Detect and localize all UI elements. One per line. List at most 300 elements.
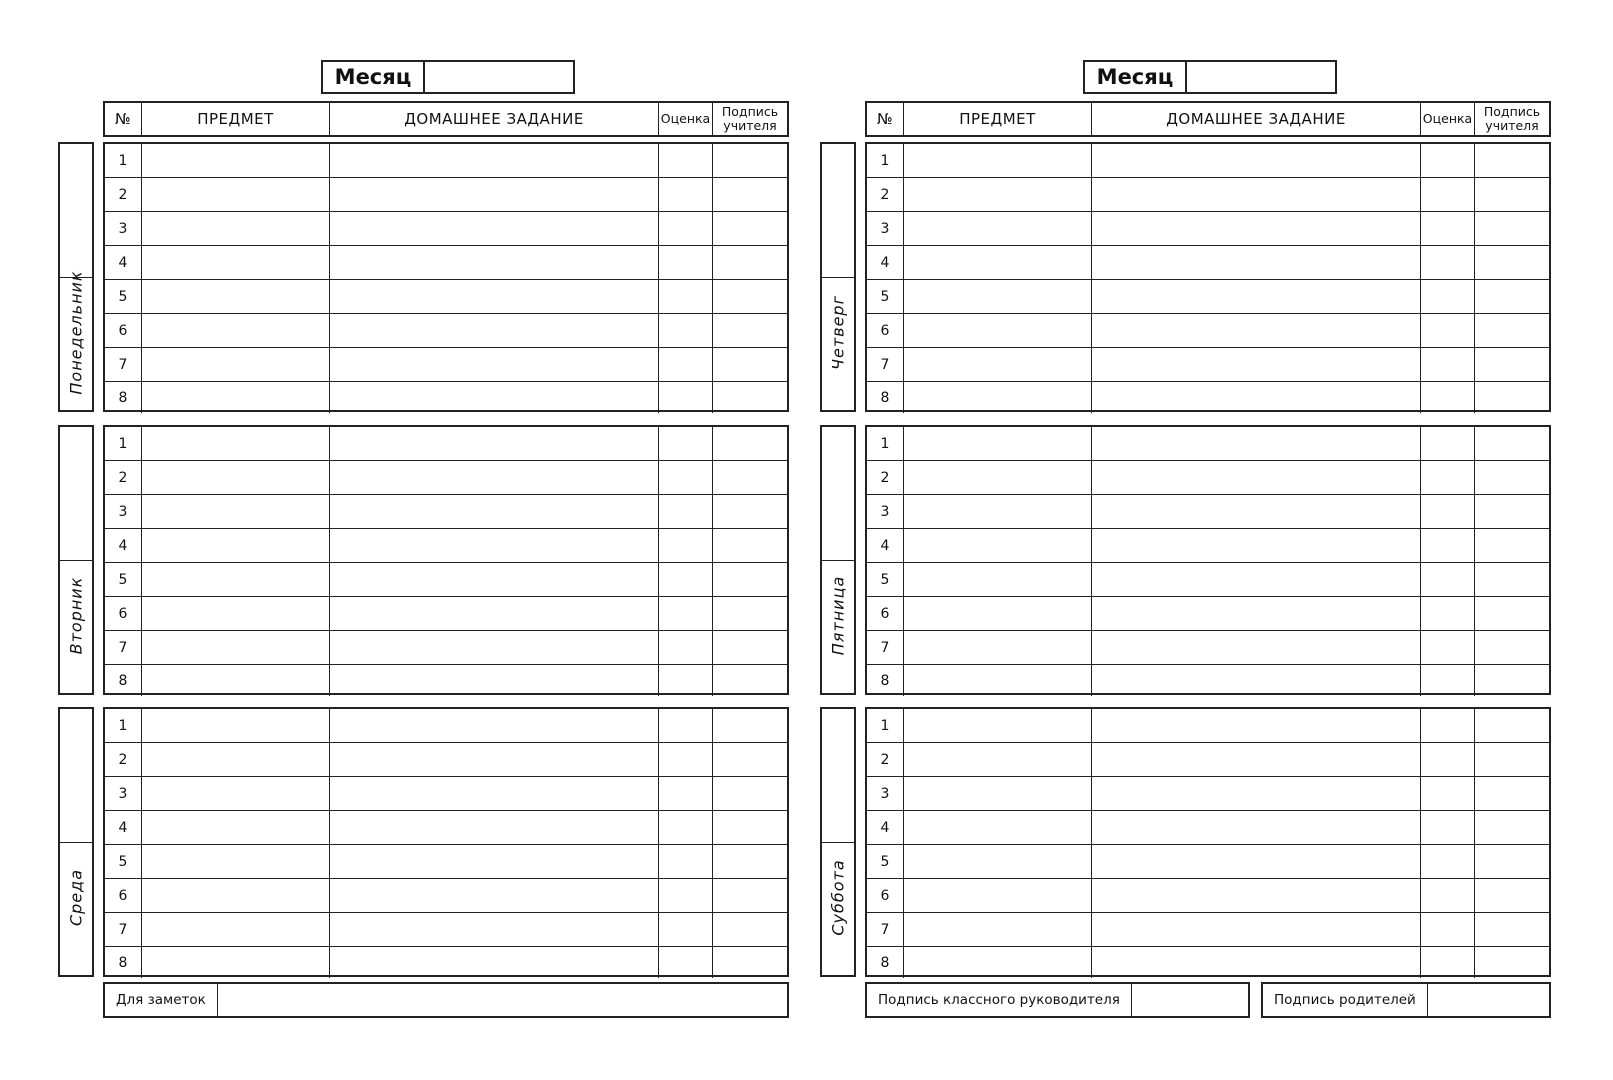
lesson-row [867, 212, 1549, 246]
teacher-signature-cell[interactable] [713, 246, 787, 279]
homework-cell[interactable] [1092, 348, 1421, 381]
homework-cell[interactable] [330, 178, 659, 211]
grade-cell[interactable] [659, 212, 713, 245]
lesson-number: 7 [867, 348, 904, 381]
subject-cell[interactable] [142, 879, 330, 912]
grade-cell[interactable] [1421, 495, 1475, 528]
homework-cell[interactable] [330, 212, 659, 245]
header-homework: ДОМАШНЕЕ ЗАДАНИЕ [330, 103, 659, 135]
subject-cell[interactable] [142, 348, 330, 381]
subject-cell[interactable] [904, 427, 1092, 460]
subject-cell[interactable] [142, 597, 330, 630]
grade-cell[interactable] [1421, 246, 1475, 279]
homework-cell[interactable] [330, 563, 659, 596]
homework-cell[interactable] [1092, 811, 1421, 844]
teacher-signature-cell[interactable] [713, 529, 787, 562]
lesson-number: 1 [867, 427, 904, 460]
teacher-signature-cell[interactable] [713, 495, 787, 528]
day-label [58, 425, 94, 695]
homework-cell[interactable] [1092, 879, 1421, 912]
lesson-number: 6 [867, 314, 904, 347]
subject-cell[interactable] [142, 947, 330, 978]
subject-cell[interactable] [142, 777, 330, 810]
lesson-row [867, 597, 1549, 631]
subject-cell[interactable] [142, 246, 330, 279]
subject-cell[interactable] [142, 845, 330, 878]
header-subject: ПРЕДМЕТ [904, 103, 1092, 135]
day-lessons-table [865, 425, 1551, 695]
lesson-row [105, 947, 787, 978]
lesson-row [105, 348, 787, 382]
lesson-number: 5 [867, 280, 904, 313]
lesson-row [105, 777, 787, 811]
teacher-signature-cell[interactable] [713, 382, 787, 413]
subject-cell[interactable] [904, 212, 1092, 245]
lesson-row [105, 597, 787, 631]
grade-cell[interactable] [1421, 563, 1475, 596]
lesson-row [867, 348, 1549, 382]
teacher-signature-cell[interactable] [713, 631, 787, 664]
grade-cell[interactable] [1421, 879, 1475, 912]
homework-cell[interactable] [1092, 461, 1421, 494]
teacher-signature-cell[interactable] [713, 709, 787, 742]
subject-cell[interactable] [904, 495, 1092, 528]
homework-cell[interactable] [1092, 246, 1421, 279]
lesson-number: 7 [105, 631, 142, 664]
lesson-number: 5 [105, 563, 142, 596]
subject-cell[interactable] [904, 743, 1092, 776]
header-grade: Оценка [1421, 103, 1475, 135]
subject-cell[interactable] [904, 461, 1092, 494]
grade-cell[interactable] [659, 665, 713, 696]
teacher-signature-cell[interactable] [713, 563, 787, 596]
teacher-signature-cell[interactable] [1475, 280, 1549, 313]
lesson-number: 5 [867, 845, 904, 878]
homework-cell[interactable] [1092, 597, 1421, 630]
teacher-signature-cell[interactable] [713, 348, 787, 381]
subject-cell[interactable] [142, 811, 330, 844]
teacher-signature-cell[interactable] [713, 879, 787, 912]
grade-cell[interactable] [659, 743, 713, 776]
grade-cell[interactable] [1421, 314, 1475, 347]
lesson-number: 1 [105, 709, 142, 742]
subject-cell[interactable] [142, 563, 330, 596]
subject-cell[interactable] [142, 178, 330, 211]
header-subject: ПРЕДМЕТ [142, 103, 330, 135]
lesson-number: 5 [105, 280, 142, 313]
homework-cell[interactable] [1092, 947, 1421, 978]
lesson-row [105, 314, 787, 348]
grade-cell[interactable] [659, 461, 713, 494]
subject-cell[interactable] [904, 811, 1092, 844]
subject-cell[interactable] [904, 563, 1092, 596]
lesson-row [105, 811, 787, 845]
lesson-row [867, 495, 1549, 529]
subject-cell[interactable] [904, 280, 1092, 313]
teacher-signature-cell[interactable] [1475, 811, 1549, 844]
grade-cell[interactable] [659, 913, 713, 946]
notes-box [103, 982, 789, 1018]
day-label [820, 425, 856, 695]
lesson-number: 6 [105, 879, 142, 912]
homework-cell[interactable] [1092, 314, 1421, 347]
lesson-row [105, 144, 787, 178]
homework-cell[interactable] [1092, 280, 1421, 313]
grade-cell[interactable] [1421, 348, 1475, 381]
teacher-signature-cell[interactable] [713, 913, 787, 946]
subject-cell[interactable] [904, 777, 1092, 810]
grade-cell[interactable] [659, 246, 713, 279]
subject-cell[interactable] [904, 246, 1092, 279]
lesson-number: 2 [105, 178, 142, 211]
grade-cell[interactable] [659, 709, 713, 742]
lesson-number: 8 [867, 382, 904, 413]
homework-cell[interactable] [1092, 709, 1421, 742]
subject-cell[interactable] [142, 709, 330, 742]
subject-cell[interactable] [142, 382, 330, 413]
teacher-signature-cell[interactable] [1475, 427, 1549, 460]
lesson-row [867, 743, 1549, 777]
subject-cell[interactable] [904, 947, 1092, 978]
homework-cell[interactable] [1092, 777, 1421, 810]
homework-cell[interactable] [330, 597, 659, 630]
grade-cell[interactable] [659, 495, 713, 528]
grade-cell[interactable] [659, 314, 713, 347]
grade-cell[interactable] [1421, 461, 1475, 494]
lesson-row [105, 178, 787, 212]
homework-cell[interactable] [330, 879, 659, 912]
lesson-row [105, 913, 787, 947]
month-label: Месяц [1085, 62, 1187, 92]
lesson-row [867, 709, 1549, 743]
lesson-row [105, 280, 787, 314]
lesson-number: 6 [105, 314, 142, 347]
lesson-row [867, 631, 1549, 665]
subject-cell[interactable] [904, 348, 1092, 381]
teacher-signature-cell[interactable] [1475, 631, 1549, 664]
subject-cell[interactable] [142, 913, 330, 946]
homework-cell[interactable] [1092, 563, 1421, 596]
day-lessons-table [865, 142, 1551, 412]
lesson-row [867, 314, 1549, 348]
class-teacher-signature-label: Подпись классного руководителя [867, 984, 1132, 1016]
teacher-signature-cell[interactable] [1475, 845, 1549, 878]
homework-cell[interactable] [330, 947, 659, 978]
teacher-signature-cell[interactable] [713, 947, 787, 978]
lesson-row [105, 845, 787, 879]
subject-cell[interactable] [142, 631, 330, 664]
grade-cell[interactable] [659, 947, 713, 978]
homework-cell[interactable] [330, 314, 659, 347]
lesson-row [867, 280, 1549, 314]
header-num: № [105, 103, 142, 135]
homework-cell[interactable] [330, 631, 659, 664]
lesson-row [867, 461, 1549, 495]
grade-cell[interactable] [1421, 529, 1475, 562]
lesson-row [867, 879, 1549, 913]
grade-cell[interactable] [1421, 280, 1475, 313]
subject-cell[interactable] [142, 314, 330, 347]
teacher-signature-cell[interactable] [713, 845, 787, 878]
homework-cell[interactable] [330, 743, 659, 776]
grade-cell[interactable] [1421, 178, 1475, 211]
homework-cell[interactable] [330, 144, 659, 177]
month-field[interactable] [425, 62, 573, 92]
lesson-row [867, 811, 1549, 845]
subject-cell[interactable] [904, 879, 1092, 912]
grade-cell[interactable] [659, 631, 713, 664]
teacher-signature-cell[interactable] [1475, 246, 1549, 279]
lesson-row [867, 178, 1549, 212]
teacher-signature-cell[interactable] [1475, 178, 1549, 211]
subject-cell[interactable] [904, 178, 1092, 211]
teacher-signature-cell[interactable] [713, 427, 787, 460]
teacher-signature-cell[interactable] [1475, 597, 1549, 630]
grade-cell[interactable] [1421, 709, 1475, 742]
homework-cell[interactable] [1092, 845, 1421, 878]
subject-cell[interactable] [904, 597, 1092, 630]
lesson-row [105, 709, 787, 743]
homework-cell[interactable] [330, 427, 659, 460]
header-homework: ДОМАШНЕЕ ЗАДАНИЕ [1092, 103, 1421, 135]
teacher-signature-cell[interactable] [1475, 743, 1549, 776]
homework-cell[interactable] [1092, 427, 1421, 460]
teacher-signature-cell[interactable] [1475, 382, 1549, 413]
grade-cell[interactable] [659, 563, 713, 596]
lesson-number: 2 [867, 743, 904, 776]
homework-cell[interactable] [330, 845, 659, 878]
grade-cell[interactable] [659, 144, 713, 177]
grade-cell[interactable] [659, 597, 713, 630]
subject-cell[interactable] [904, 709, 1092, 742]
header-signature: Подпись учителя [1483, 104, 1541, 133]
subject-cell[interactable] [142, 743, 330, 776]
grade-cell[interactable] [659, 348, 713, 381]
homework-cell[interactable] [1092, 743, 1421, 776]
teacher-signature-cell[interactable] [713, 743, 787, 776]
homework-cell[interactable] [1092, 178, 1421, 211]
table-header [103, 101, 789, 137]
homework-cell[interactable] [1092, 144, 1421, 177]
day-name: Суббота [828, 859, 848, 936]
homework-cell[interactable] [1092, 495, 1421, 528]
parents-signature-field[interactable] [1428, 984, 1549, 1016]
grade-cell[interactable] [1421, 427, 1475, 460]
subject-cell[interactable] [904, 314, 1092, 347]
homework-cell[interactable] [330, 665, 659, 696]
grade-cell[interactable] [1421, 845, 1475, 878]
day-lessons-table [103, 707, 789, 977]
subject-cell[interactable] [142, 212, 330, 245]
header-grade: Оценка [659, 103, 713, 135]
teacher-signature-cell[interactable] [713, 461, 787, 494]
lesson-number: 1 [105, 144, 142, 177]
subject-cell[interactable] [142, 144, 330, 177]
grade-cell[interactable] [1421, 947, 1475, 978]
grade-cell[interactable] [659, 382, 713, 413]
class-teacher-signature-box [865, 982, 1250, 1018]
lesson-row [867, 563, 1549, 597]
day-label [58, 707, 94, 977]
homework-cell[interactable] [1092, 665, 1421, 696]
month-box [1083, 60, 1337, 94]
subject-cell[interactable] [904, 382, 1092, 413]
grade-cell[interactable] [1421, 597, 1475, 630]
lesson-row [105, 631, 787, 665]
subject-cell[interactable] [904, 845, 1092, 878]
lesson-number: 8 [105, 382, 142, 413]
teacher-signature-cell[interactable] [1475, 348, 1549, 381]
teacher-signature-cell[interactable] [713, 314, 787, 347]
homework-cell[interactable] [330, 348, 659, 381]
lesson-number: 5 [867, 563, 904, 596]
subject-cell[interactable] [904, 529, 1092, 562]
teacher-signature-cell[interactable] [1475, 144, 1549, 177]
homework-cell[interactable] [1092, 631, 1421, 664]
subject-cell[interactable] [904, 665, 1092, 696]
teacher-signature-cell[interactable] [1475, 563, 1549, 596]
lesson-number: 6 [867, 597, 904, 630]
subject-cell[interactable] [904, 631, 1092, 664]
teacher-signature-cell[interactable] [713, 665, 787, 696]
lesson-number: 4 [867, 529, 904, 562]
teacher-signature-cell[interactable] [1475, 665, 1549, 696]
grade-cell[interactable] [1421, 665, 1475, 696]
homework-cell[interactable] [1092, 382, 1421, 413]
lesson-row [105, 529, 787, 563]
lesson-number: 7 [105, 348, 142, 381]
lesson-row [105, 212, 787, 246]
lesson-row [105, 495, 787, 529]
teacher-signature-cell[interactable] [1475, 913, 1549, 946]
grade-cell[interactable] [659, 529, 713, 562]
lesson-row [105, 427, 787, 461]
teacher-signature-cell[interactable] [1475, 495, 1549, 528]
lesson-number: 7 [105, 913, 142, 946]
day-lessons-table [103, 425, 789, 695]
month-box [321, 60, 575, 94]
teacher-signature-cell[interactable] [1475, 212, 1549, 245]
grade-cell[interactable] [1421, 743, 1475, 776]
grade-cell[interactable] [659, 811, 713, 844]
subject-cell[interactable] [142, 529, 330, 562]
teacher-signature-cell[interactable] [713, 280, 787, 313]
teacher-signature-cell[interactable] [1475, 879, 1549, 912]
lesson-number: 6 [105, 597, 142, 630]
lesson-number: 8 [105, 665, 142, 696]
homework-cell[interactable] [330, 529, 659, 562]
teacher-signature-cell[interactable] [1475, 529, 1549, 562]
lesson-row [867, 665, 1549, 696]
teacher-signature-cell[interactable] [713, 597, 787, 630]
homework-cell[interactable] [330, 495, 659, 528]
lesson-row [867, 913, 1549, 947]
lesson-number: 8 [105, 947, 142, 978]
teacher-signature-cell[interactable] [1475, 947, 1549, 978]
grade-cell[interactable] [1421, 913, 1475, 946]
teacher-signature-cell[interactable] [1475, 777, 1549, 810]
notes-field[interactable] [218, 984, 787, 1016]
grade-cell[interactable] [1421, 811, 1475, 844]
subject-cell[interactable] [904, 913, 1092, 946]
homework-cell[interactable] [1092, 529, 1421, 562]
lesson-number: 2 [867, 178, 904, 211]
homework-cell[interactable] [330, 280, 659, 313]
grade-cell[interactable] [659, 777, 713, 810]
subject-cell[interactable] [142, 665, 330, 696]
subject-cell[interactable] [142, 427, 330, 460]
lesson-number: 8 [867, 665, 904, 696]
lesson-number: 3 [867, 495, 904, 528]
grade-cell[interactable] [1421, 777, 1475, 810]
lesson-number: 3 [105, 212, 142, 245]
teacher-signature-cell[interactable] [713, 811, 787, 844]
lesson-number: 8 [867, 947, 904, 978]
subject-cell[interactable] [904, 144, 1092, 177]
header-num: № [867, 103, 904, 135]
subject-cell[interactable] [142, 495, 330, 528]
homework-cell[interactable] [330, 777, 659, 810]
lesson-row [867, 427, 1549, 461]
lesson-row [867, 947, 1549, 978]
grade-cell[interactable] [1421, 212, 1475, 245]
subject-cell[interactable] [142, 280, 330, 313]
grade-cell[interactable] [1421, 382, 1475, 413]
lesson-number: 3 [105, 495, 142, 528]
subject-cell[interactable] [142, 461, 330, 494]
lesson-number: 3 [105, 777, 142, 810]
teacher-signature-cell[interactable] [713, 144, 787, 177]
homework-cell[interactable] [330, 461, 659, 494]
homework-cell[interactable] [1092, 212, 1421, 245]
month-field[interactable] [1187, 62, 1335, 92]
day-label [58, 142, 94, 412]
homework-cell[interactable] [330, 246, 659, 279]
class-teacher-signature-field[interactable] [1132, 984, 1248, 1016]
grade-cell[interactable] [659, 845, 713, 878]
lesson-number: 7 [867, 631, 904, 664]
lesson-row [105, 743, 787, 777]
homework-cell[interactable] [330, 709, 659, 742]
teacher-signature-cell[interactable] [1475, 461, 1549, 494]
lesson-number: 2 [867, 461, 904, 494]
grade-cell[interactable] [1421, 631, 1475, 664]
teacher-signature-cell[interactable] [1475, 314, 1549, 347]
grade-cell[interactable] [659, 280, 713, 313]
homework-cell[interactable] [330, 382, 659, 413]
lesson-number: 3 [867, 777, 904, 810]
lesson-number: 1 [867, 144, 904, 177]
grade-cell[interactable] [659, 427, 713, 460]
lesson-number: 6 [867, 879, 904, 912]
homework-cell[interactable] [330, 913, 659, 946]
lesson-number: 1 [867, 709, 904, 742]
day-name: Среда [66, 868, 86, 927]
teacher-signature-cell[interactable] [713, 777, 787, 810]
day-name: Вторник [66, 576, 86, 655]
grade-cell[interactable] [1421, 144, 1475, 177]
lesson-number: 2 [105, 461, 142, 494]
teacher-signature-cell[interactable] [1475, 709, 1549, 742]
teacher-signature-cell[interactable] [713, 212, 787, 245]
grade-cell[interactable] [659, 879, 713, 912]
teacher-signature-cell[interactable] [713, 178, 787, 211]
lesson-row [867, 382, 1549, 413]
homework-cell[interactable] [330, 811, 659, 844]
homework-cell[interactable] [1092, 913, 1421, 946]
grade-cell[interactable] [659, 178, 713, 211]
lesson-row [867, 529, 1549, 563]
